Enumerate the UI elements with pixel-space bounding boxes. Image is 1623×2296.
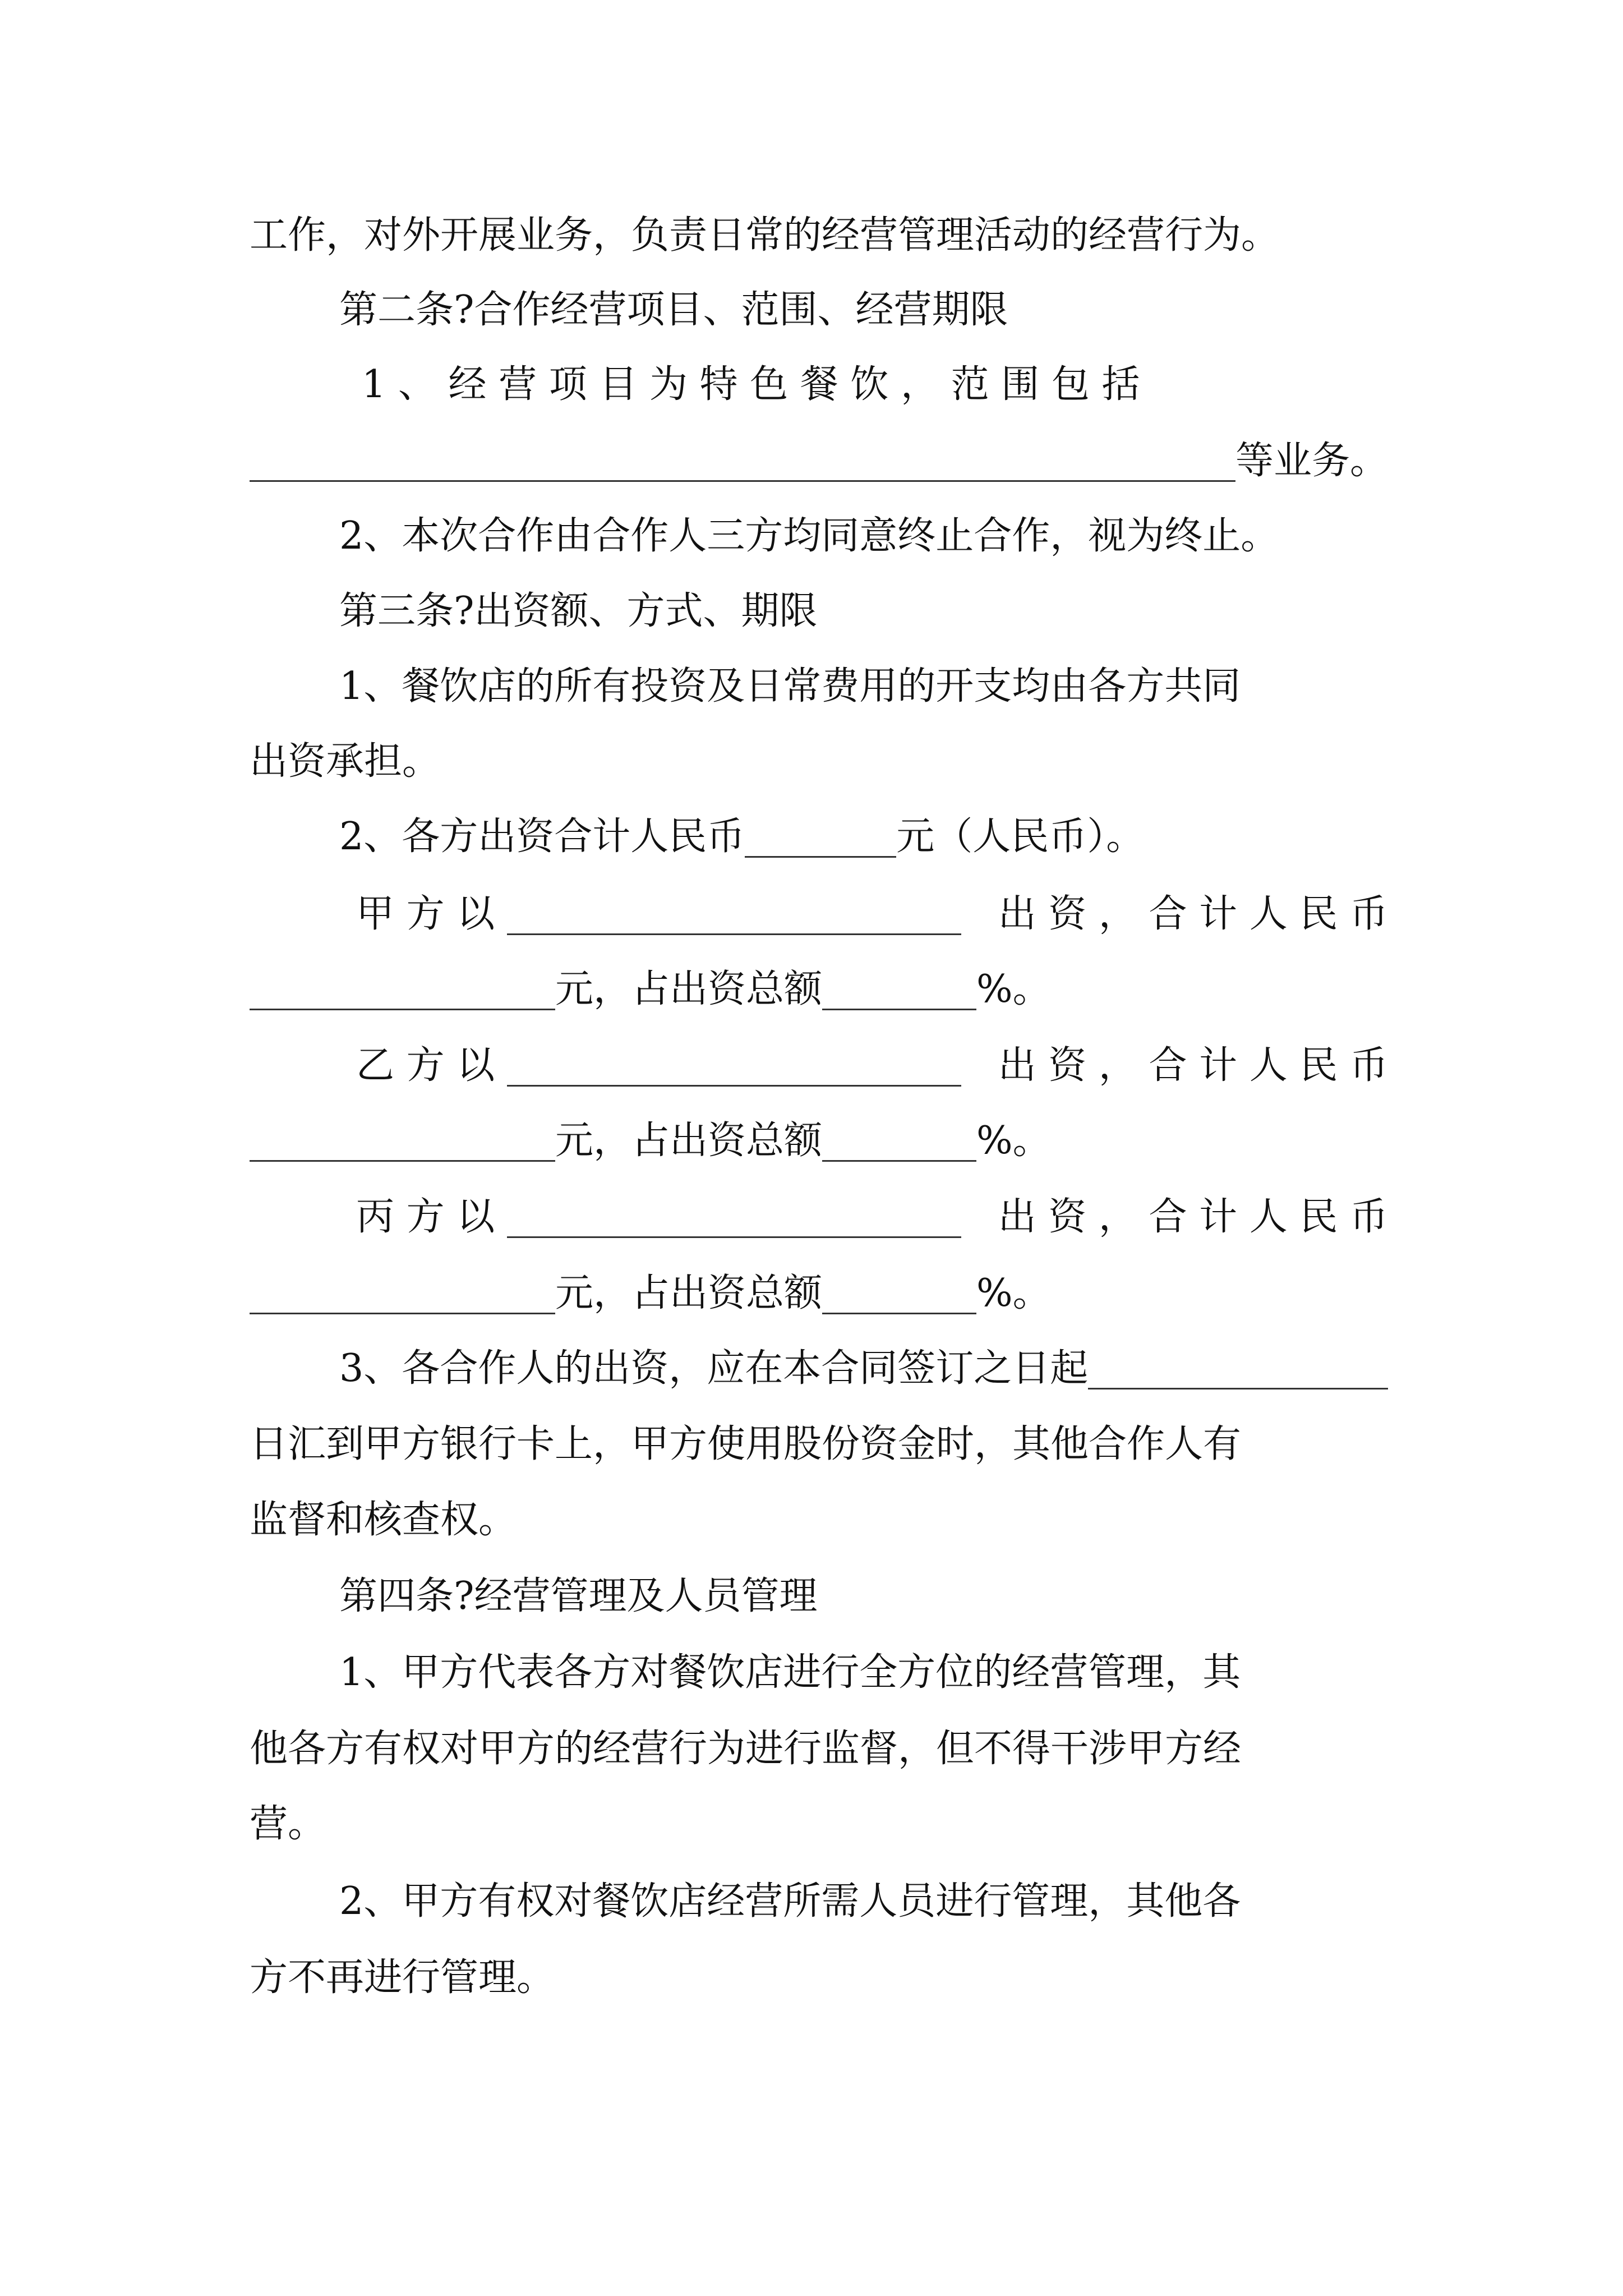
blank-party-b-method[interactable] bbox=[507, 1046, 961, 1087]
text-line: 工作，对外开展业务，负责日常的经营管理活动的经营行为。 bbox=[250, 213, 1280, 257]
text-fragment: 元，占出资总额 bbox=[555, 967, 823, 1011]
text-line bbox=[250, 1107, 1388, 1175]
text-fragment: 3、各合作人的出资，应在本合同签订之日起 bbox=[339, 1346, 1089, 1391]
text-line: 1、甲方代表各方对餐饮店进行全方位的经营管理，其 bbox=[339, 1650, 1241, 1695]
text-line: 1 、 经 营 项 目 为 特 色 餐 饮 ， 范 围 包 括 bbox=[362, 362, 1140, 407]
blank-party-a-method[interactable] bbox=[507, 894, 961, 935]
article-4-heading: 第四条?经营管理及人员管理 bbox=[339, 1574, 818, 1618]
text-line: 出资承担。 bbox=[250, 739, 441, 784]
blank-party-a-amount[interactable] bbox=[250, 969, 555, 1010]
text-line bbox=[250, 1184, 1388, 1251]
blank-party-a-percent[interactable] bbox=[822, 969, 976, 1010]
text-fragment: %。 bbox=[976, 967, 1051, 1011]
text-line: 他各方有权对甲方的经营行为进行监督，但不得干涉甲方经 bbox=[250, 1727, 1242, 1771]
text-line bbox=[250, 881, 1388, 948]
text-line: 营。 bbox=[250, 1802, 326, 1846]
text-line bbox=[250, 1335, 1388, 1402]
blank-days[interactable] bbox=[1088, 1349, 1388, 1389]
text-line: 2、甲方有权对餐饮店经营所需人员进行管理，其他各 bbox=[339, 1879, 1241, 1924]
text-fragment: 出 资 ， 合 计 人 民 币 bbox=[998, 892, 1388, 936]
text-line: 日汇到甲方银行卡上，甲方使用股份资金时，其他合作人有 bbox=[250, 1422, 1242, 1466]
text-line bbox=[250, 956, 1388, 1023]
text-fragment: 乙 方 以 bbox=[356, 1043, 495, 1088]
text-line bbox=[250, 1260, 1388, 1327]
text-line: 2、本次合作由合作人三方均同意终止合作，视为终止。 bbox=[339, 514, 1279, 558]
text-fragment: 出 资 ， 合 计 人 民 币 bbox=[998, 1043, 1388, 1088]
blank-party-b-amount[interactable] bbox=[250, 1121, 555, 1162]
text-fragment: 甲 方 以 bbox=[356, 892, 495, 936]
text-fragment: 元，占出资总额 bbox=[555, 1119, 823, 1163]
text-fragment: 元（人民币）。 bbox=[896, 815, 1145, 859]
text-fragment: %。 bbox=[976, 1271, 1051, 1315]
blank-party-c-method[interactable] bbox=[507, 1197, 961, 1238]
text-line: 1、餐饮店的所有投资及日常费用的开支均由各方共同 bbox=[339, 664, 1241, 708]
article-3-heading: 第三条?出资额、方式、期限 bbox=[339, 589, 818, 633]
text-line bbox=[250, 803, 1388, 871]
blank-party-b-percent[interactable] bbox=[822, 1121, 976, 1162]
text-fragment: 丙 方 以 bbox=[356, 1195, 495, 1239]
text-fragment: 等业务。 bbox=[1235, 439, 1388, 483]
text-line: 方不再进行管理。 bbox=[250, 1955, 555, 2000]
blank-party-c-amount[interactable] bbox=[250, 1273, 555, 1314]
text-fragment: 2、各方出资合计人民币 bbox=[339, 815, 745, 859]
text-line bbox=[250, 427, 1388, 495]
text-line: 监督和核查权。 bbox=[250, 1498, 517, 1542]
blank-total-amount[interactable] bbox=[745, 817, 896, 858]
text-fragment: 出 资 ， 合 计 人 民 币 bbox=[998, 1195, 1388, 1239]
blank-business-scope[interactable] bbox=[250, 441, 1235, 482]
text-line bbox=[250, 1032, 1388, 1099]
text-fragment: 元，占出资总额 bbox=[555, 1271, 823, 1315]
text-fragment: %。 bbox=[976, 1119, 1051, 1163]
article-2-heading: 第二条?合作经营项目、范围、经营期限 bbox=[339, 288, 1008, 332]
blank-party-c-percent[interactable] bbox=[822, 1273, 976, 1314]
